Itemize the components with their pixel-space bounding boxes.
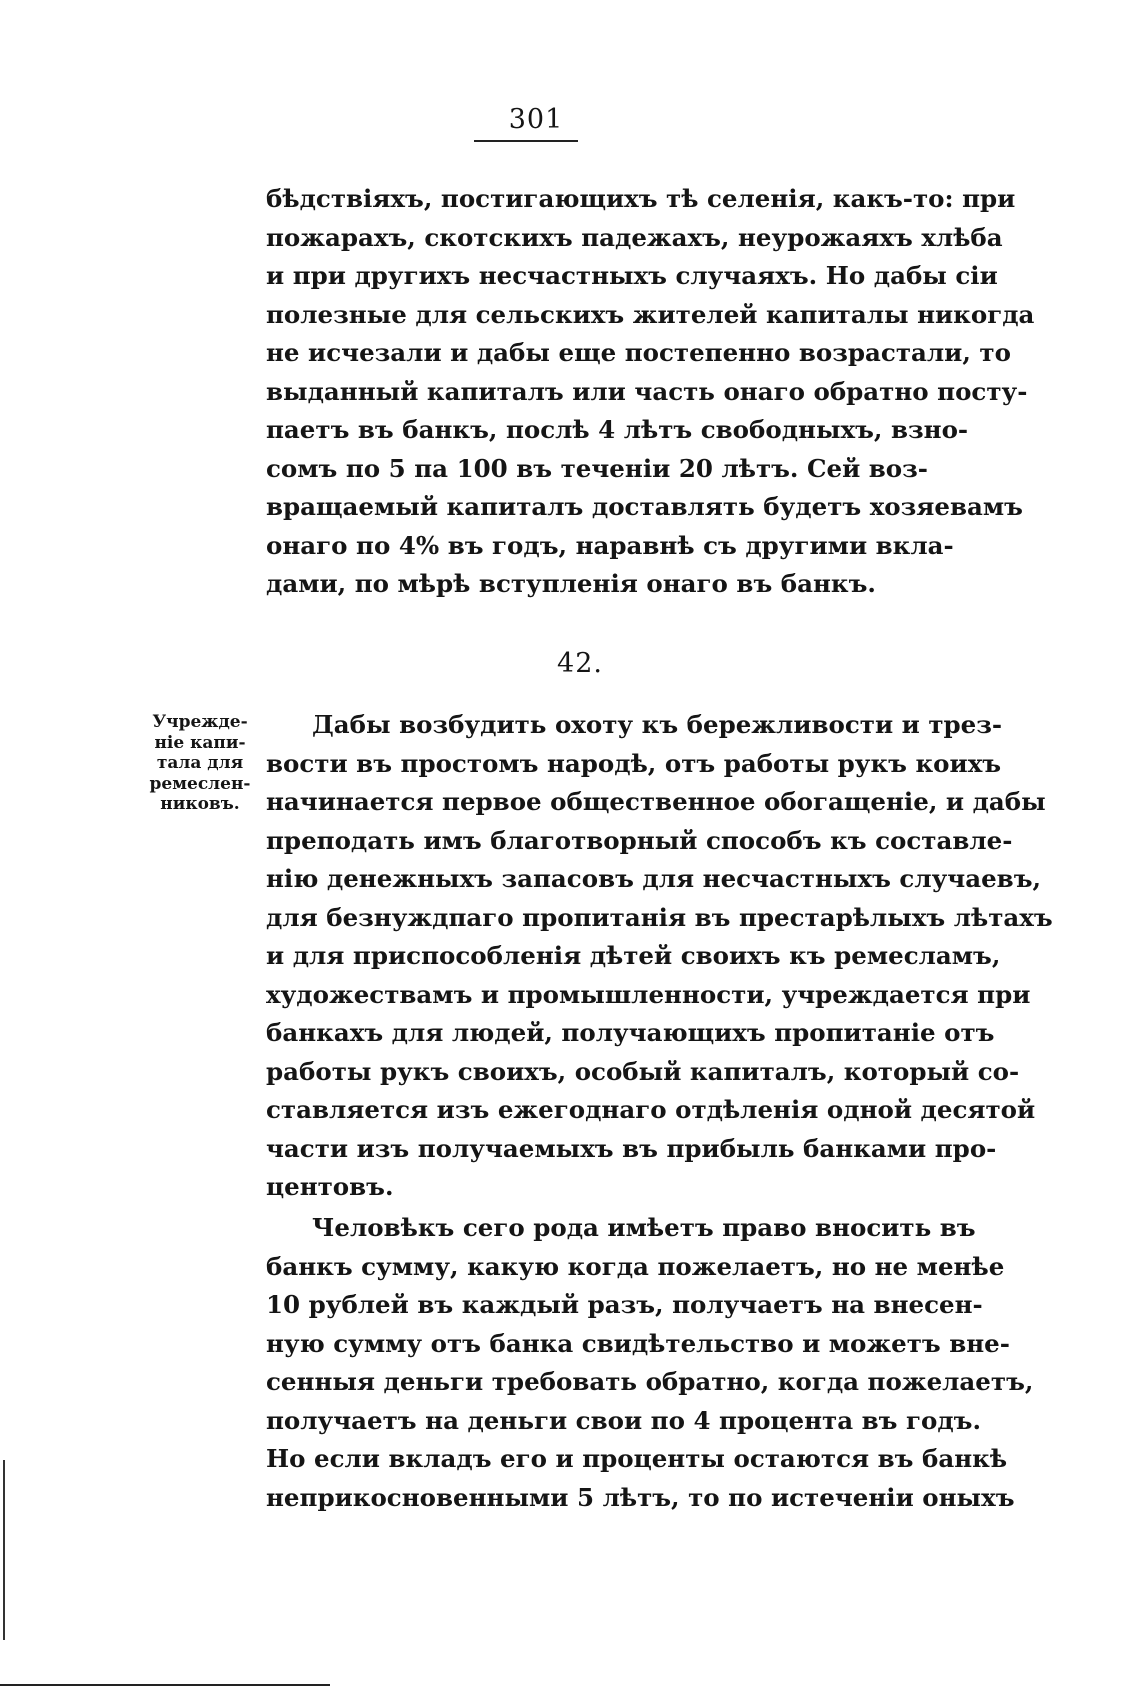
text-line: для безнуждпаго пропитанія въ престарѣлыхъ лѣтахъ xyxy=(266,902,1053,932)
text-line: и для приспособленія дѣтей своихъ къ ремесламъ, xyxy=(266,941,1001,970)
text-line: не исчезали и дабы еще постепенно возрастали, то xyxy=(266,338,1011,367)
text-line: бѣдствіяхъ, постигающихъ тѣ селенія, какъ-то: при xyxy=(266,184,1016,213)
margin-note-line: тала для xyxy=(156,753,244,773)
text-line: Человѣкъ сего рода имѣетъ право вносить въ xyxy=(312,1213,976,1242)
text-line: пожарахъ, скотскихъ падежахъ, неурожаяхъ хлѣба xyxy=(266,222,1003,252)
paragraph-42-a xyxy=(266,706,1053,1207)
text-line: преподать имъ благотворный способъ къ составле- xyxy=(266,825,1013,855)
text-line: центовъ. xyxy=(266,1172,394,1201)
text-line: сомъ по 5 па 100 въ теченіи 20 лѣтъ. Сей воз- xyxy=(266,453,928,483)
page-number: 301 xyxy=(508,104,564,135)
text-line: начинается первое общественное обогащеніе, и дабы xyxy=(266,787,1046,816)
text-line: получаетъ на деньги свои по 4 процента въ годъ. xyxy=(266,1405,981,1435)
section-number: 42. xyxy=(557,648,603,679)
paragraph-top xyxy=(266,180,1035,604)
margin-note-line: Учрежде- xyxy=(152,712,248,732)
text-line: вращаемый капиталъ доставлять будетъ хозяевамъ xyxy=(266,492,1023,521)
text-line: Дабы возбудить охоту къ бережливости и трез- xyxy=(312,710,1003,739)
text-line: и при другихъ несчастныхъ случаяхъ. Но дабы сіи xyxy=(266,261,998,290)
text-line: выданный капиталъ или часть онаго обратно посту- xyxy=(266,376,1028,406)
percent-line-head: онаго по 4% xyxy=(266,530,440,560)
header-rule xyxy=(474,140,578,142)
bottom-rule xyxy=(0,1684,330,1686)
text-line: 10 рублей въ каждый разъ, получаетъ на внесен- xyxy=(266,1290,983,1319)
text-line: художествамъ и промышленности, учреждается при xyxy=(266,979,1031,1009)
percent-line-tail: въ годъ, наравнѣ съ другими вкла- xyxy=(439,530,954,560)
text-line: сенныя деньги требовать обратно, когда пожелаетъ, xyxy=(266,1367,1034,1396)
text-line: полезные для сельскихъ жителей капиталы никогда xyxy=(266,299,1035,329)
margin-note-line: ніе капи- xyxy=(154,732,246,753)
text-line: части изъ получаемыхъ въ прибыль банками про- xyxy=(266,1133,997,1163)
text-line: паетъ въ банкъ, послѣ 4 лѣтъ свободныхъ, взно- xyxy=(266,415,969,444)
text-line: банкъ сумму, какую когда пожелаетъ, но не менѣе xyxy=(266,1251,1005,1281)
text-line: банкахъ для людей, получающихъ пропитаніе отъ xyxy=(266,1018,995,1047)
text-line: нію денежныхъ запасовъ для несчастныхъ случаевъ, xyxy=(266,864,1042,893)
text-line: вости въ простомъ народѣ, отъ работы рукъ коихъ xyxy=(266,748,1002,778)
text-line: дами, по мѣрѣ вступленія онаго въ банкъ. xyxy=(266,569,876,598)
text-line: неприкосновенными 5 лѣтъ, то по истеченіи оныхъ xyxy=(266,1482,1015,1512)
margin-note xyxy=(134,712,266,815)
paragraph-42-b xyxy=(266,1209,1034,1517)
margin-note-line: никовъ. xyxy=(160,794,240,814)
text-line-percent xyxy=(266,527,954,566)
margin-note-line: ремеслен- xyxy=(149,773,251,794)
edge-mark xyxy=(3,1460,5,1640)
text-line: ную сумму отъ банка свидѣтельство и можетъ вне- xyxy=(266,1328,1010,1358)
text-line: работы рукъ своихъ, особый капиталъ, который со- xyxy=(266,1056,1020,1086)
text-line: ставляется изъ ежегоднаго отдѣленія одной десятой xyxy=(266,1095,1036,1124)
text-line: Но если вкладъ его и проценты остаются въ банкѣ xyxy=(266,1444,1008,1473)
